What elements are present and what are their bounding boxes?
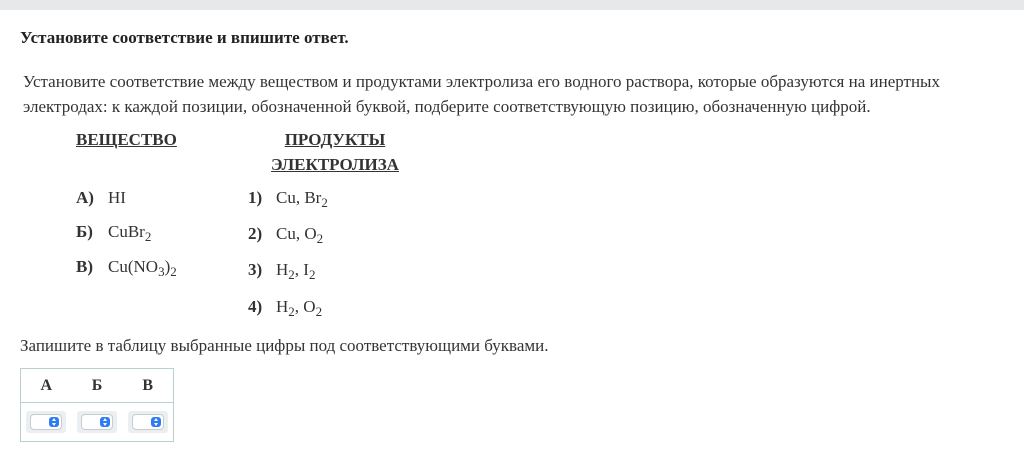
- select-box[interactable]: [30, 414, 62, 430]
- answer-header-v: В: [122, 369, 173, 403]
- answer-select-v[interactable]: [128, 411, 168, 433]
- substance-formula: CuBr$_2$: [108, 222, 152, 244]
- answer-select-b[interactable]: [77, 411, 117, 433]
- answer-select-a[interactable]: [26, 411, 66, 433]
- select-chevron-icon: [100, 417, 110, 427]
- products-column-header: [264, 127, 406, 177]
- answer-table: [20, 368, 174, 442]
- substance-key: В): [76, 257, 93, 276]
- product-item-2: [248, 224, 323, 244]
- products-header-line-2: ЭЛЕКТРОЛИЗА: [271, 155, 399, 174]
- select-chevron-icon: [151, 417, 161, 427]
- answer-cell-a: [21, 403, 72, 441]
- substance-key: Б): [76, 222, 93, 241]
- answer-instruction: Запишите в таблицу выбранные цифры под соответствующими буквами.: [20, 336, 549, 355]
- top-bar: [0, 0, 1024, 10]
- products-header-line-1: ПРОДУКТЫ: [284, 130, 386, 149]
- select-chevron-icon: [49, 417, 59, 427]
- task-description: [23, 69, 1013, 119]
- product-formula: Cu, $Br_2$: [276, 188, 328, 210]
- task-description-line-1: Установите соответствие между веществом и продуктами электролиза его водного раствора, которые образуются на инертных: [23, 72, 940, 91]
- product-key: 3): [248, 260, 263, 279]
- substance-formula: $Cu(NO_3)_2$: [108, 257, 177, 279]
- task-heading: Установите соответствие и впишите ответ.: [20, 28, 349, 47]
- substance-item-a: [76, 188, 126, 208]
- product-item-1: [248, 188, 328, 208]
- product-formula: $H_2$, $I_2$: [276, 260, 316, 282]
- product-item-4: [248, 297, 322, 317]
- product-formula: Cu, $O_2$: [276, 224, 324, 246]
- substance-column-header: ВЕЩЕСТВО: [76, 130, 177, 149]
- answer-cell-v: [122, 403, 173, 441]
- product-key: 2): [248, 224, 263, 243]
- product-formula: $H_2$, $O_2$: [276, 297, 323, 319]
- product-key: 4): [248, 297, 263, 316]
- substance-key: А): [76, 188, 94, 207]
- select-box[interactable]: [81, 414, 113, 430]
- substance-formula: HI: [108, 188, 126, 207]
- substance-item-v: [76, 257, 177, 277]
- substance-item-b: [76, 222, 151, 242]
- product-item-3: [248, 260, 315, 280]
- answer-header-a: А: [21, 369, 72, 403]
- answer-cell-b: [72, 403, 123, 441]
- product-key: 1): [248, 188, 263, 207]
- task-description-line-2: электродах: к каждой позиции, обозначенной буквой, подберите соответствующую позицию, обозначенную цифрой.: [23, 97, 871, 116]
- answer-header-b: Б: [72, 369, 123, 403]
- select-box[interactable]: [132, 414, 164, 430]
